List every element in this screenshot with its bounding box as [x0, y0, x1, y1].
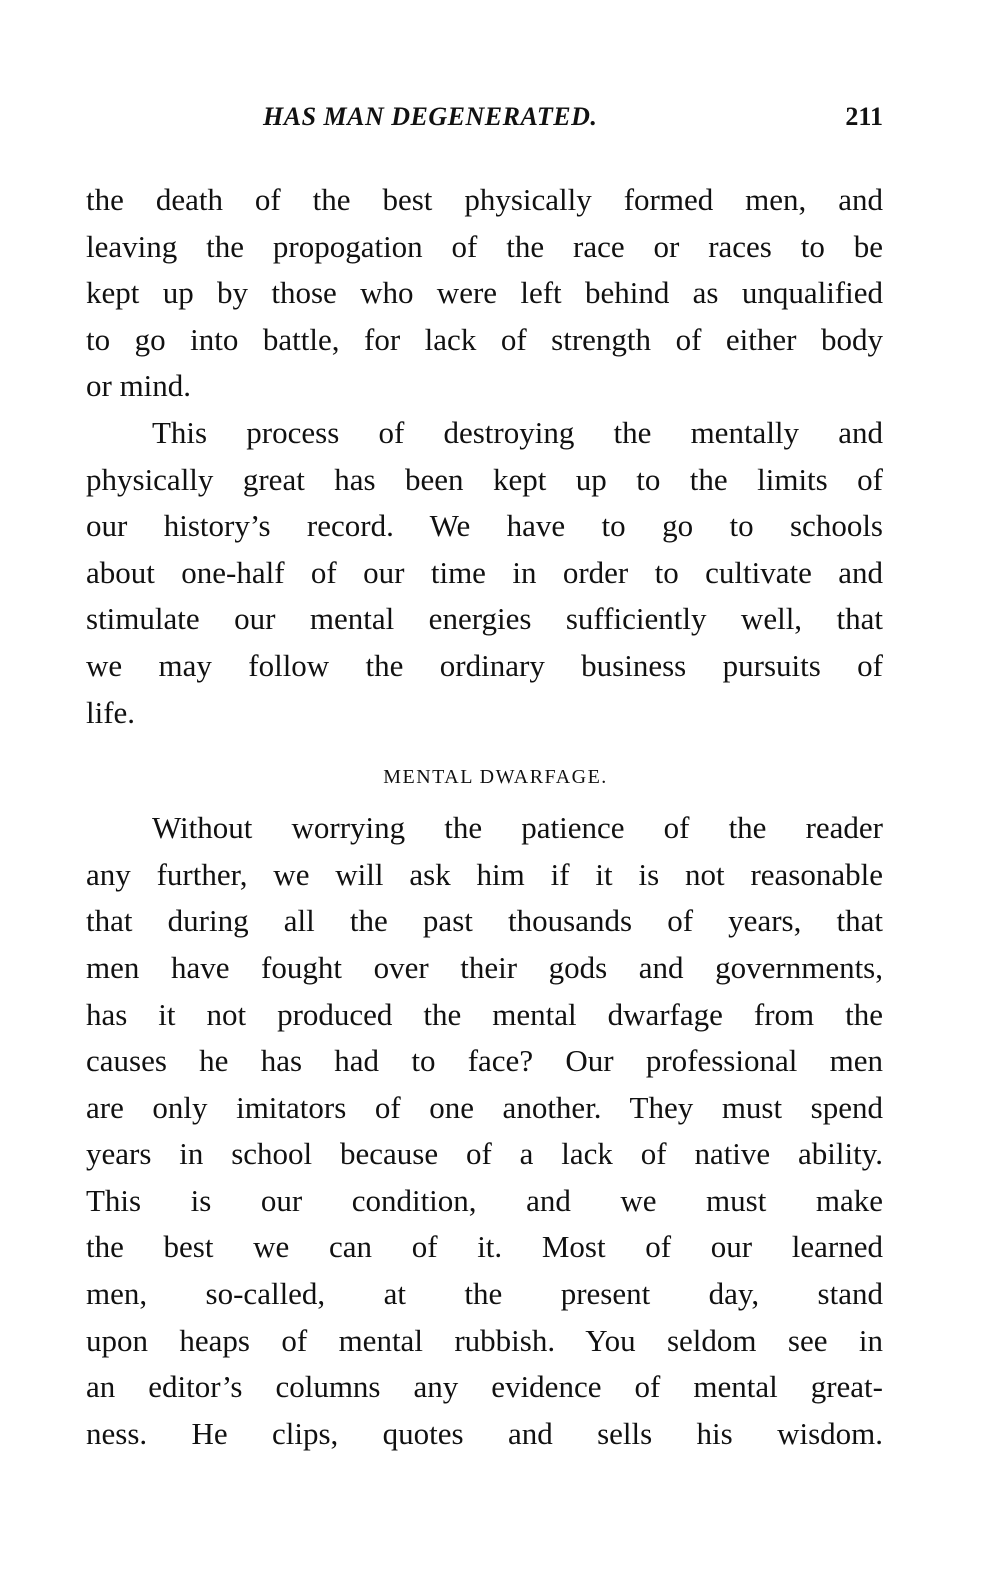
paragraph-3: [86, 805, 883, 1457]
text-line: ness. He clips, quotes and sells his wisdom.: [86, 1415, 883, 1451]
text-line: the best we can of it. Most of our learned: [86, 1229, 883, 1265]
text-line: the death of the best physically formed men, and: [86, 182, 883, 217]
paragraph-1: [86, 177, 883, 410]
text-line: are only imitators of one another. They must spend: [86, 1089, 883, 1125]
text-line: has it not produced the mental dwarfage from the: [86, 996, 883, 1032]
text-line: an editor’s columns any evidence of mental great-: [86, 1369, 883, 1405]
text-line: kept up by those who were left behind as unqualified: [86, 275, 883, 311]
text-line: our history’s record. We have to go to schools: [86, 508, 883, 544]
text-line: stimulate our mental energies sufficiently well, that: [86, 601, 883, 637]
text-line: causes he has had to face? Our professional men: [86, 1043, 883, 1079]
running-title: HAS MAN DEGENERATED.: [263, 102, 598, 131]
text-line: years in school because of a lack of native ability.: [86, 1136, 883, 1172]
text-line: This process of destroying the mentally and: [152, 414, 883, 450]
section-heading: MENTAL DWARFAGE.: [383, 766, 608, 789]
body-text: [86, 177, 883, 1457]
text-line: to go into battle, for lack of strength of either body: [86, 321, 883, 357]
text-line: or mind.: [86, 368, 192, 404]
text-line: upon heaps of mental rubbish. You seldom see in: [86, 1322, 883, 1358]
running-header: [86, 96, 883, 136]
text-line: Without worrying the patience of the reader: [152, 810, 883, 846]
text-line: men, so-called, at the present day, stand: [86, 1276, 883, 1312]
text-line: about one-half of our time in order to cultivate and: [86, 554, 883, 590]
book-page: [86, 96, 883, 1457]
text-line: men have fought over their gods and governments,: [86, 949, 883, 985]
text-line: any further, we will ask him if it is not reasonable: [86, 856, 883, 892]
paragraph-2: [86, 410, 883, 736]
page-number: 211: [845, 102, 883, 131]
text-line: This is our condition, and we must make: [86, 1182, 883, 1218]
text-line: we may follow the ordinary business pursuits of: [86, 647, 883, 683]
text-line: physically great has been kept up to the limits of: [86, 461, 883, 497]
text-line: life.: [86, 694, 136, 730]
text-line: that during all the past thousands of years, that: [86, 903, 883, 939]
text-line: leaving the propogation of the race or races to be: [86, 228, 883, 264]
